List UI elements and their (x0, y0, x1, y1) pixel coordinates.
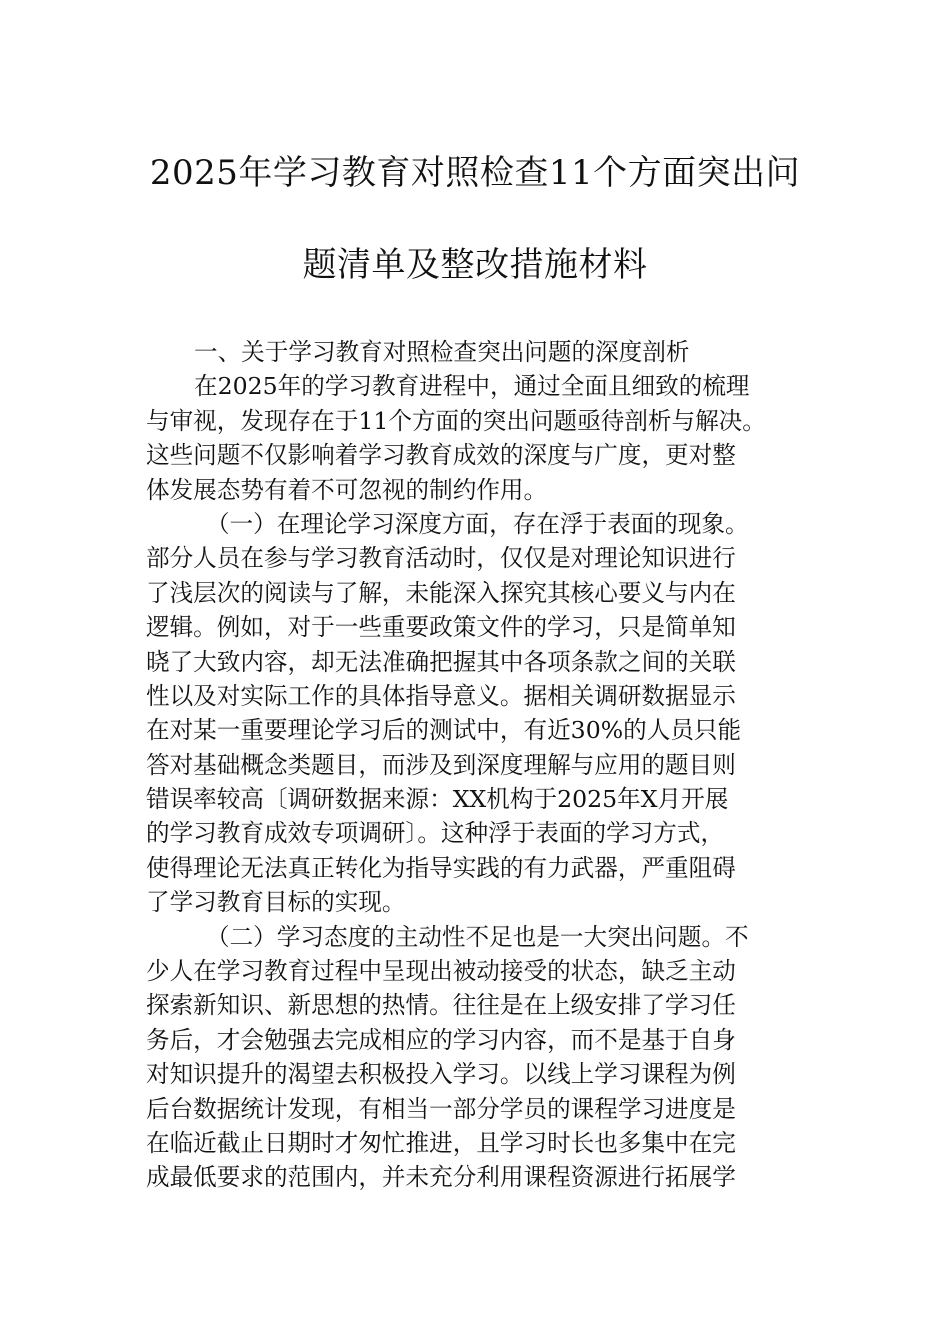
paragraph-line: 这些问题不仅影响着学习教育成效的深度与广度，更对整 (146, 441, 736, 470)
paragraph-line: 使得理论无法真正转化为指导实践的有力武器，严重阻碍 (146, 853, 736, 882)
paragraph-line: 的学习教育成效专项调研〕。这种浮于表面的学习方式， (146, 819, 725, 848)
paragraph-line: 少人在学习教育过程中呈现出被动接受的状态，缺乏主动 (146, 957, 736, 986)
paragraph-line: 晓了大致内容，却无法准确把握其中各项条款之间的关联 (146, 647, 736, 676)
paragraph-line: 错误率较高〔调研数据来源：XX机构于2025年X月开展 (146, 785, 729, 814)
section-heading: 一、关于学习教育对照检查突出问题的深度剖析 (194, 338, 690, 366)
paragraph-line: 在临近截止日期时才匆忙推进，且学习时长也多集中在完 (146, 1128, 736, 1157)
paragraph-line: 性以及对实际工作的具体指导意义。据相关调研数据显示 (146, 681, 736, 710)
paragraph-line: 成最低要求的范围内，并未充分利用课程资源进行拓展学 (146, 1163, 736, 1192)
paragraph-line: （一）在理论学习深度方面，存在浮于表面的现象。 (206, 509, 749, 538)
paragraph-line: 对知识提升的渴望去积极投入学习。以线上学习课程为例 (146, 1060, 736, 1089)
document-body (146, 335, 810, 1195)
paragraph-line: 在2025年的学习教育进程中，通过全面且细致的梳理 (194, 372, 750, 401)
paragraph-line: 部分人员在参与学习教育活动时，仅仅是对理论知识进行 (146, 544, 736, 573)
paragraph-line: 了浅层次的阅读与了解，未能深入探究其核心要义与内在 (146, 578, 736, 607)
paragraph-line: 逻辑。例如，对于一些重要政策文件的学习，只是简单知 (146, 613, 736, 642)
paragraph-line: 体发展态势有着不可忽视的制约作用。 (146, 475, 548, 504)
paragraph-line: 后台数据统计发现，有相当一部分学员的课程学习进度是 (146, 1094, 736, 1123)
paragraph-line: 务后，才会勉强去完成相应的学习内容，而不是基于自身 (146, 1025, 736, 1054)
document-title-line-2: 题清单及整改措施材料 (302, 245, 648, 285)
paragraph-line: 在对某一重要理论学习后的测试中，有近30%的人员只能 (146, 716, 742, 745)
paragraph-line: 答对基础概念类题目，而涉及到深度理解与应用的题目则 (146, 750, 736, 779)
paragraph-line: 了学习教育目标的实现。 (146, 888, 406, 917)
paragraph-line: 探索新知识、新思想的热情。往往是在上级安排了学习任 (146, 991, 736, 1020)
document-title-line-1: 2025年学习教育对照检查11个方面突出问 (149, 153, 801, 193)
paragraph-line: （二）学习态度的主动性不足也是一大突出问题。不 (206, 922, 749, 951)
paragraph-line: 与审视，发现存在于11个方面的突出问题亟待剖析与解决。 (146, 406, 766, 435)
